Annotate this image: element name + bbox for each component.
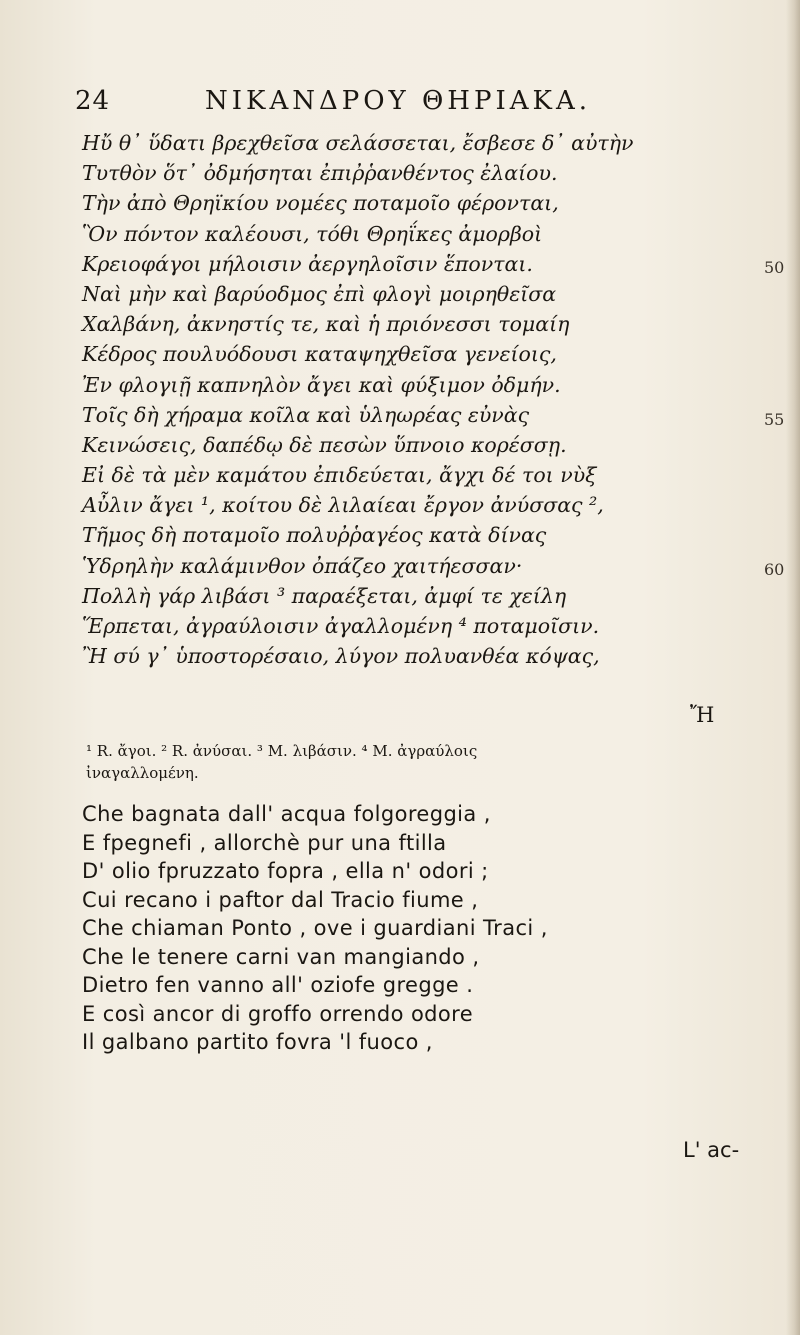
greek-line: Ηὔ θ᾽ ὕδατι βρεχθεῖσα σελάσσεται, ἔσβεσε δ᾽ αὐτὴν (82, 131, 634, 155)
greek-line: Κεινώσεις, δαπέδῳ δὲ πεσὼν ὕπνοιο κορέσσῃ. (82, 432, 567, 457)
greek-line: Χαλβάνη, ἀκνηστίς τε, καὶ ἡ πριόνεσσι τομαίη (82, 312, 570, 337)
greek-line: Ἢ σύ γ᾽ ὑποστορέσαιο, λύγον πολυανθέα κόψας, (82, 644, 600, 669)
greek-line: Ναὶ μὴν καὶ βαρύοδμος ἐπὶ φλογὶ μοιρηθεῖσα (82, 281, 557, 306)
italian-translation-block (82, 800, 742, 1057)
line-number: 50 (764, 258, 785, 277)
footnotes (86, 740, 726, 784)
greek-line: Ὑδρηλὴν καλάμινθον ὀπάζεο χαιτήεσσαν· (82, 553, 523, 578)
italian-line: Cui recano i paftor dal Tracio fiume , (82, 887, 479, 912)
greek-line: Πολλὴ γάρ λιβάσι ³ παραέξεται, ἀμφί τε χείλη (82, 583, 567, 608)
italian-line: E fpegnefi , allorchè pur una ftilla (82, 830, 447, 855)
footnote-line: ¹ R. ἄγοι. ² R. ἀνύσαι. ³ M. λιβάσιν. ⁴ M. ἀγραύλοις (86, 742, 478, 760)
greek-line: Κέδρος πουλυόδουσι καταψηχθεῖσα γενείοις, (82, 342, 557, 367)
italian-line: Dietro fen vanno all' oziofe gregge . (82, 973, 474, 997)
greek-line: Αὖλιν ἄγει ¹, κοίτου δὲ λιλαίεαι ἔργον ἀνύσσας ², (82, 493, 604, 518)
italian-line: D' olio fpruzzato fopra , ella n' odori ; (82, 859, 489, 883)
greek-line: Τὴν ἀπὸ Θρηϊκίου νομέες ποταμοῖο φέρονται, (82, 191, 559, 216)
greek-line: Κρειοφάγοι μήλοισιν ἀεργηλοῖσιν ἕπονται. (82, 251, 533, 276)
italian-line: Che bagnata dall' acqua folgoreggia , (82, 802, 491, 826)
line-number: 55 (764, 410, 785, 429)
greek-line: Ἐν φλογιῇ καπνηλὸν ἄγει καὶ φύξιμον ὀδμήν. (82, 372, 561, 397)
greek-catchword: Ἤ (690, 703, 715, 727)
italian-line: Che chiaman Ponto , ove i guardiani Traci , (82, 916, 548, 940)
greek-line: Ὃν πόντον καλέουσι, τόθι Θρηΐκες ἀμορβοὶ (82, 221, 543, 246)
line-number: 60 (764, 560, 785, 579)
running-head (75, 86, 675, 126)
greek-line: Εἰ δὲ τὰ μὲν καμάτου ἐπιδεύεται, ἄγχι δέ τοι νὺξ (82, 463, 597, 488)
greek-line: Ἕρπεται, ἀγραύλοισιν ἀγαλλομένη ⁴ ποταμοῖσιν. (82, 614, 600, 638)
greek-line: Τοῖς δὴ χήραμα κοῖλα καὶ ὑληωρέας εὐνὰς (82, 402, 530, 427)
italian-line: Il galbano partito fovra 'l fuoco , (82, 1030, 433, 1054)
page-edge-shadow (786, 0, 800, 1335)
italian-catchword: L' ac- (683, 1138, 740, 1162)
italian-line: E così ancor di groffo orrendo odore (82, 1001, 474, 1026)
running-title: ΝΙΚΑΝΔΡΟΥ ΘΗΡΙΑΚΑ. (205, 86, 591, 116)
footnote-line: ἰναγαλλομένη. (86, 764, 199, 782)
greek-line: Τυτθὸν ὅτ᾽ ὀδμήσηται ἐπιῤῥανθέντος ἐλαίου. (82, 161, 558, 186)
page-number: 24 (75, 86, 111, 116)
greek-text-block (82, 128, 722, 671)
greek-line: Τῆμος δὴ ποταμοῖο πολυῤῥαγέος κατὰ δίνας (82, 523, 547, 548)
italian-line: Che le tenere carni van mangiando , (82, 944, 480, 969)
